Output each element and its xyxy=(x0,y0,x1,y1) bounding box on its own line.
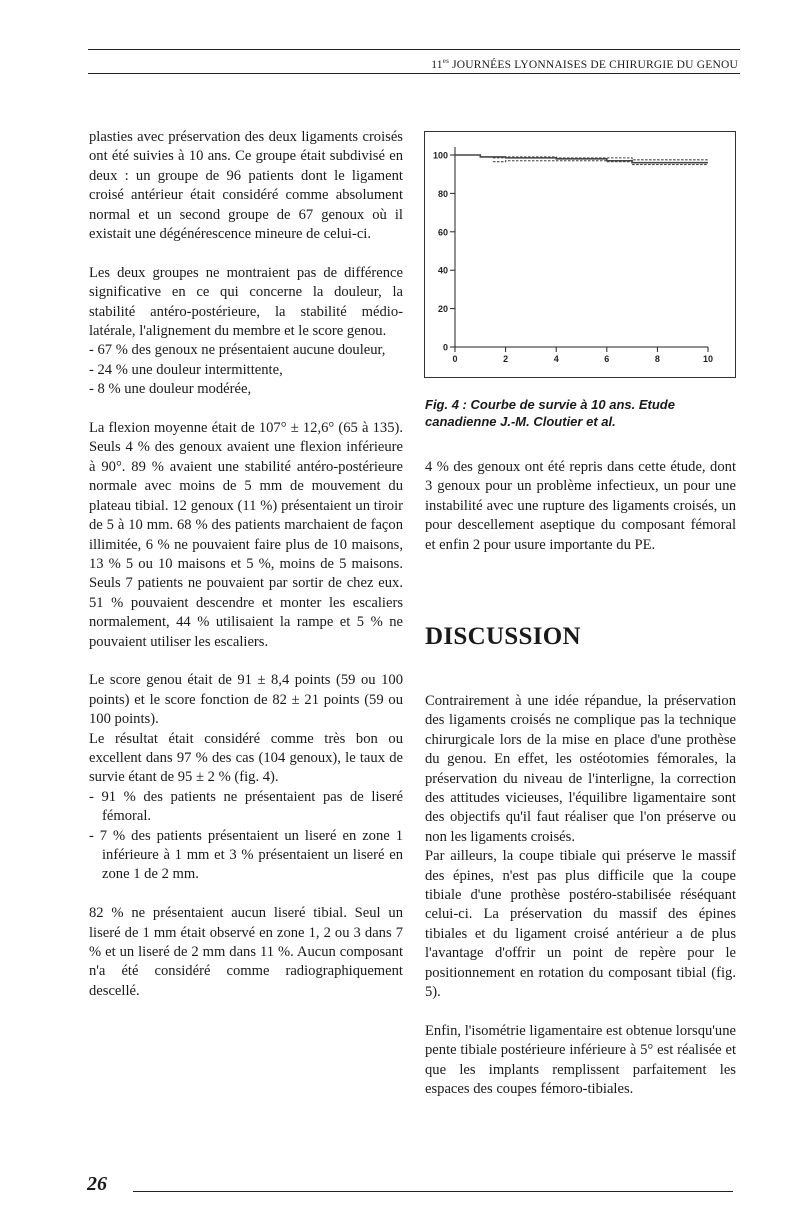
left-column xyxy=(89,128,403,1001)
footer-rule xyxy=(133,1191,733,1192)
paragraph: Contrairement à une idée répandue, la préservation des ligaments croisés ne complique pas la technique chirurgicale lors de la mise en place d'une prothèse du genou. En effet, les ostéotomies fémorales, la préservation du niveau de l'interligne, la correction des attitudes vicieuses, l'équilibre ligamentaire sont des objectifs qu'il faut réaliser que l'on préserve ou non les ligaments croisés. xyxy=(425,693,736,845)
figure-survival-curve xyxy=(424,131,736,378)
paragraph: Par ailleurs, la coupe tibiale qui préserve le massif des épines, n'est pas plus difficile que la coupe tibiale d'une prothèse postéro-stabilisée réséquant celui-ci. La préservation du massif des épines tibiales et du ligament croisé antérieur a de plus l'avantage d'offrir un point de repère pour le positionnement en rotation du composant tibial (fig. 5). xyxy=(425,848,736,1001)
list-item: - 8 % une douleur modérée, xyxy=(89,381,252,398)
x-tick-label: 2 xyxy=(503,354,509,364)
section-heading-discussion: DISCUSSION xyxy=(425,623,581,650)
ordinal-superscript: es xyxy=(442,57,449,65)
right-column-discussion xyxy=(425,692,736,1100)
list-item: - 91 % des patients ne présentaient pas de liseré fémoral. xyxy=(89,788,403,825)
page-number: 26 xyxy=(87,1173,107,1195)
y-tick-label: 20 xyxy=(437,304,448,315)
paragraph: Le résultat était considéré comme très bon ou excellent dans 97 % des cas (104 genoux), le taux de survie étant de 95 ± 2 % (fig. 4). xyxy=(89,730,403,786)
y-tick-label: 0 xyxy=(442,342,448,353)
header-rule-bottom xyxy=(88,73,740,74)
list-item: - 7 % des patients présentaient un liseré en zone 1 inférieure à 1 mm et 3 % présentaient un liseré en zone 1 de 2 mm. xyxy=(89,827,403,883)
x-tick-label: 10 xyxy=(702,354,714,364)
x-tick-label: 0 xyxy=(452,354,458,364)
right-column xyxy=(425,458,736,555)
x-tick-label: 4 xyxy=(553,354,559,364)
running-head: $11^{es}$ JOURNÉES LYONNAISES DE CHIRURGIE DU GENOU xyxy=(431,57,738,71)
x-tick-label: 8 xyxy=(654,354,660,364)
paragraph: Les deux groupes ne montraient pas de différence significative en ce qui concerne la douleur, la stabilité antéro-postérieure, la stabilité médio-latérale, l'alignement du membre et le score genou. xyxy=(89,264,403,340)
survival-chart xyxy=(425,132,735,377)
paragraph: plasties avec préservation des deux ligaments croisés ont été suivies à 10 ans. Ce groupe était subdivisé en deux : un groupe de 96 patients dont le ligament croisé antérieur était considéré comme absolument normal et un second groupe de 67 genoux où il existait une dégénérescence mineure de celui-ci. xyxy=(89,129,403,243)
list-item: - 67 % des genoux ne présentaient aucune douleur, xyxy=(89,342,386,359)
list-item: - 24 % une douleur intermittente, xyxy=(89,361,283,378)
paragraph: Enfin, l'isométrie ligamentaire est obtenue lorsqu'une pente tibiale postérieure inférieure à 5° est réalisée et que les implants remplissent parfaitement les espaces des coupes fémoro-tibiales. xyxy=(425,1022,736,1098)
y-tick-label: 80 xyxy=(437,188,448,199)
x-tick-label: 6 xyxy=(604,354,610,364)
y-tick-label: 60 xyxy=(437,227,448,238)
paragraph: 82 % ne présentaient aucun liseré tibial. Seul un liseré de 1 mm était observé en zone 1, 2 ou 3 dans 7 % et un liseré de 2 mm dans 11 %. Aucun composant n'a été considéré comme radiographiquement descellé. xyxy=(89,905,403,999)
paragraph: La flexion moyenne était de 107° ± 12,6° (65 à 135). Seuls 4 % des genoux avaient une flexion inférieure à 90°. 89 % avaient une stabilité antéro-postérieure normale avec moins de 5 mm de mouvement du plateau tibial. 12 genoux (11 %) présentaient un tiroir de 5 à 10 mm. 68 % des patients marchaient de façon illimitée, 6 % ne pouvaient faire plus de 10 maisons, 13 % 5 ou 10 maisons et 5 %, moins de 5 maisons. Seuls 7 patients ne pouvaient par sortir de chez eux. 51 % pouvaient descendre et monter les escaliers normalement, 44 % utilisaient la rampe et 5 % ne pouvaient utiliser les escaliers. xyxy=(89,420,403,650)
y-tick-label: 100 xyxy=(432,150,448,161)
paragraph: Le score genou était de 91 ± 8,4 points (59 ou 100 points) et le score fonction de 82 ± 21 points (59 ou 100 points). xyxy=(89,672,403,728)
paragraph: 4 % des genoux ont été repris dans cette étude, dont 3 genoux pour un problème infectieux, un pour une instabilité avec une rupture des ligaments croisés, un pour descellement aseptique du composant fémoral et enfin 2 pour usure importante du PE. xyxy=(425,459,736,553)
header-rule-top xyxy=(88,49,740,50)
y-tick-label: 40 xyxy=(437,265,448,276)
figure-caption: Fig. 4 : Courbe de survie à 10 ans. Etude canadienne J.-M. Cloutier et al. xyxy=(425,397,675,429)
